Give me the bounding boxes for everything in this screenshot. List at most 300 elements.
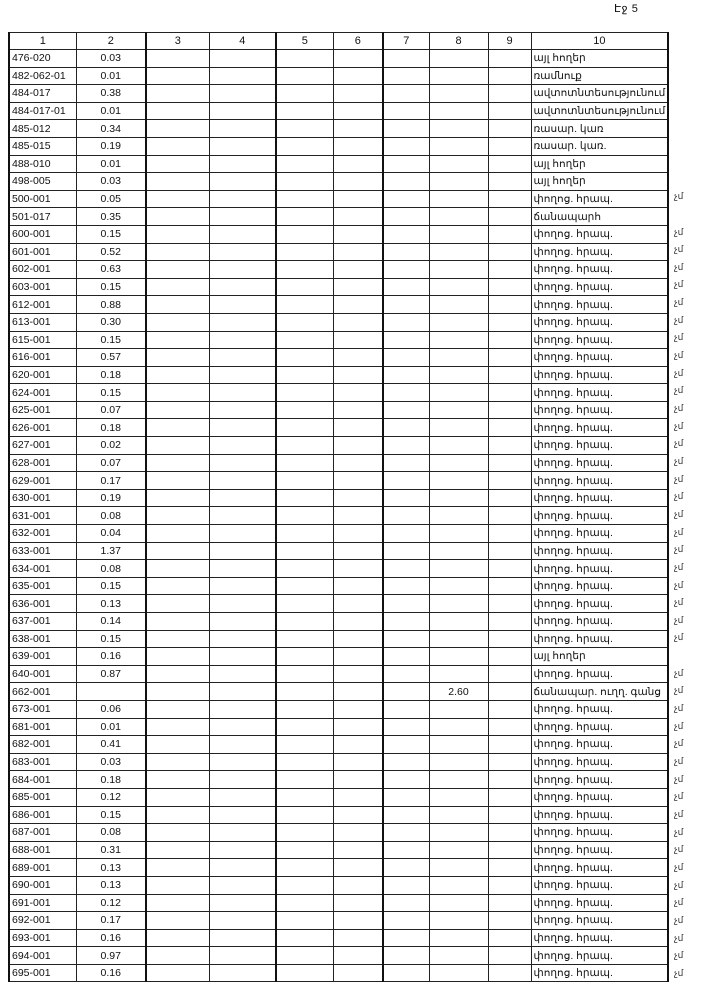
col7-cell	[383, 876, 429, 894]
area-cell: 0.02	[76, 437, 146, 455]
land-use-cell: ռասար. կառ.	[531, 137, 668, 155]
col9-cell	[488, 349, 531, 367]
col6-cell	[333, 296, 383, 314]
col3-cell	[146, 595, 209, 613]
area-cell: 0.12	[76, 894, 146, 912]
col5-cell	[276, 630, 333, 648]
col3-cell	[146, 102, 209, 120]
col4-cell	[209, 225, 276, 243]
col8-cell	[429, 120, 488, 138]
area-cell: 0.01	[76, 67, 146, 85]
col4-cell	[209, 876, 276, 894]
table-row	[9, 736, 668, 754]
col5-cell	[276, 366, 333, 384]
land-use-cell: փողոց. հրապ.	[531, 736, 668, 754]
col5-cell	[276, 155, 333, 173]
col3-cell	[146, 454, 209, 472]
land-use-cell: ճանապար. ուղղ. գանց	[531, 683, 668, 701]
table-row	[9, 296, 668, 314]
margin-mark: չմ	[674, 403, 684, 413]
col6-cell	[333, 560, 383, 578]
col4-cell	[209, 736, 276, 754]
col5-cell	[276, 665, 333, 683]
col3-cell	[146, 507, 209, 525]
col7-cell	[383, 859, 429, 877]
col6-cell	[333, 85, 383, 103]
land-use-cell: փողոց. հրապ.	[531, 718, 668, 736]
col4-cell	[209, 454, 276, 472]
land-use-cell: ավտոտնտեսությունում	[531, 102, 668, 120]
land-use-cell: փողոց. հրապ.	[531, 472, 668, 490]
col9-cell	[488, 155, 531, 173]
col3-cell	[146, 806, 209, 824]
col6-cell	[333, 243, 383, 261]
column-header: 8	[429, 33, 488, 50]
margin-mark: չմ	[674, 455, 684, 466]
col7-cell	[383, 912, 429, 930]
col6-cell	[333, 771, 383, 789]
area-cell: 0.07	[76, 401, 146, 419]
land-register-table	[8, 32, 669, 982]
land-use-cell: փողոց. հրապ.	[531, 947, 668, 965]
col4-cell	[209, 648, 276, 666]
land-use-cell: փողոց. հրապ.	[531, 824, 668, 842]
col8-cell	[429, 419, 488, 437]
col5-cell	[276, 85, 333, 103]
col8-cell	[429, 190, 488, 208]
col4-cell	[209, 419, 276, 437]
header-row	[9, 33, 668, 50]
col4-cell	[209, 120, 276, 138]
margin-mark: չմ	[674, 844, 684, 855]
col9-cell	[488, 85, 531, 103]
col9-cell	[488, 718, 531, 736]
col8-cell	[429, 173, 488, 191]
col8-cell	[429, 401, 488, 419]
col6-cell	[333, 929, 383, 947]
col4-cell	[209, 665, 276, 683]
area-cell: 0.18	[76, 419, 146, 437]
code-cell: 482-062-01	[9, 67, 76, 85]
col7-cell	[383, 771, 429, 789]
area-cell: 0.07	[76, 454, 146, 472]
code-cell: 684-001	[9, 771, 76, 789]
area-cell: 0.30	[76, 313, 146, 331]
col9-cell	[488, 208, 531, 226]
col4-cell	[209, 859, 276, 877]
table-row	[9, 331, 668, 349]
col8-cell	[429, 771, 488, 789]
col3-cell	[146, 384, 209, 402]
col9-cell	[488, 841, 531, 859]
col9-cell	[488, 630, 531, 648]
col3-cell	[146, 296, 209, 314]
col9-cell	[488, 67, 531, 85]
col9-cell	[488, 366, 531, 384]
col4-cell	[209, 525, 276, 543]
col3-cell	[146, 560, 209, 578]
col3-cell	[146, 155, 209, 173]
area-cell: 0.01	[76, 718, 146, 736]
code-cell: 673-001	[9, 700, 76, 718]
col9-cell	[488, 964, 531, 982]
land-use-cell: փողոց. հրապ.	[531, 542, 668, 560]
col5-cell	[276, 384, 333, 402]
table-row	[9, 50, 668, 68]
col3-cell	[146, 137, 209, 155]
area-cell: 0.05	[76, 190, 146, 208]
col4-cell	[209, 437, 276, 455]
col9-cell	[488, 243, 531, 261]
code-cell: 602-001	[9, 261, 76, 279]
col5-cell	[276, 824, 333, 842]
col5-cell	[276, 67, 333, 85]
col7-cell	[383, 964, 429, 982]
col6-cell	[333, 665, 383, 683]
col6-cell	[333, 753, 383, 771]
table-row	[9, 577, 668, 595]
land-use-cell: փողոց. հրապ.	[531, 261, 668, 279]
col8-cell	[429, 454, 488, 472]
col3-cell	[146, 313, 209, 331]
margin-mark: չմ	[674, 279, 684, 290]
land-use-cell: փողոց. հրապ.	[531, 964, 668, 982]
col9-cell	[488, 736, 531, 754]
col7-cell	[383, 472, 429, 490]
col9-cell	[488, 525, 531, 543]
col3-cell	[146, 683, 209, 701]
code-cell: 681-001	[9, 718, 76, 736]
code-cell: 498-005	[9, 173, 76, 191]
col5-cell	[276, 454, 333, 472]
col8-cell	[429, 102, 488, 120]
col7-cell	[383, 278, 429, 296]
col9-cell	[488, 50, 531, 68]
table-row	[9, 85, 668, 103]
col4-cell	[209, 560, 276, 578]
area-cell: 0.15	[76, 278, 146, 296]
code-cell: 624-001	[9, 384, 76, 402]
col9-cell	[488, 912, 531, 930]
col8-cell	[429, 331, 488, 349]
col3-cell	[146, 331, 209, 349]
col5-cell	[276, 296, 333, 314]
col7-cell	[383, 50, 429, 68]
land-use-cell: փողոց. հրապ.	[531, 366, 668, 384]
table-row	[9, 137, 668, 155]
col6-cell	[333, 190, 383, 208]
table-row	[9, 208, 668, 226]
col3-cell	[146, 85, 209, 103]
col5-cell	[276, 437, 333, 455]
col9-cell	[488, 331, 531, 349]
land-use-cell: փողոց. հրապ.	[531, 630, 668, 648]
margin-mark: չմ	[674, 385, 684, 396]
code-cell: 636-001	[9, 595, 76, 613]
col4-cell	[209, 753, 276, 771]
area-cell: 0.35	[76, 208, 146, 226]
margin-mark: չմ	[674, 614, 684, 625]
col4-cell	[209, 384, 276, 402]
col8-cell	[429, 313, 488, 331]
col8-cell	[429, 613, 488, 631]
code-cell: 500-001	[9, 190, 76, 208]
col3-cell	[146, 401, 209, 419]
col3-cell	[146, 788, 209, 806]
col5-cell	[276, 736, 333, 754]
margin-mark: չմ	[674, 314, 684, 325]
col3-cell	[146, 613, 209, 631]
code-cell: 695-001	[9, 964, 76, 982]
col3-cell	[146, 841, 209, 859]
code-cell: 686-001	[9, 806, 76, 824]
area-cell: 0.57	[76, 349, 146, 367]
col3-cell	[146, 243, 209, 261]
col9-cell	[488, 824, 531, 842]
col5-cell	[276, 753, 333, 771]
col9-cell	[488, 648, 531, 666]
col8-cell	[429, 947, 488, 965]
col6-cell	[333, 507, 383, 525]
col4-cell	[209, 296, 276, 314]
col3-cell	[146, 859, 209, 877]
land-use-cell: փողոց. հրապ.	[531, 437, 668, 455]
table-row	[9, 613, 668, 631]
code-cell: 693-001	[9, 929, 76, 947]
margin-mark: չմ	[674, 967, 684, 978]
col9-cell	[488, 437, 531, 455]
code-cell: 476-020	[9, 50, 76, 68]
land-use-cell: փողոց. հրապ.	[531, 190, 668, 208]
table-row	[9, 876, 668, 894]
col7-cell	[383, 595, 429, 613]
col9-cell	[488, 120, 531, 138]
land-use-cell: ճանապարհ	[531, 208, 668, 226]
code-cell: 691-001	[9, 894, 76, 912]
col7-cell	[383, 613, 429, 631]
col4-cell	[209, 683, 276, 701]
col3-cell	[146, 278, 209, 296]
col8-cell	[429, 806, 488, 824]
table-row	[9, 700, 668, 718]
col8-cell	[429, 824, 488, 842]
land-use-cell: այլ հողեր	[531, 155, 668, 173]
land-use-cell: փողոց. հրապ.	[531, 894, 668, 912]
col9-cell	[488, 261, 531, 279]
table-row	[9, 261, 668, 279]
col8-cell	[429, 507, 488, 525]
col5-cell	[276, 401, 333, 419]
area-cell: 0.88	[76, 296, 146, 314]
code-cell: 625-001	[9, 401, 76, 419]
col3-cell	[146, 472, 209, 490]
col7-cell	[383, 929, 429, 947]
col3-cell	[146, 542, 209, 560]
area-cell: 0.34	[76, 120, 146, 138]
table-row	[9, 67, 668, 85]
margin-mark: չմ	[674, 420, 684, 431]
code-cell: 638-001	[9, 630, 76, 648]
table-row	[9, 401, 668, 419]
margin-mark: չմ	[674, 808, 684, 819]
col7-cell	[383, 700, 429, 718]
code-cell: 634-001	[9, 560, 76, 578]
area-cell: 0.18	[76, 771, 146, 789]
col8-cell	[429, 929, 488, 947]
col4-cell	[209, 489, 276, 507]
col6-cell	[333, 102, 383, 120]
col4-cell	[209, 912, 276, 930]
col4-cell	[209, 366, 276, 384]
col5-cell	[276, 542, 333, 560]
col6-cell	[333, 912, 383, 930]
col4-cell	[209, 577, 276, 595]
col5-cell	[276, 718, 333, 736]
land-use-cell: փողոց. հրապ.	[531, 841, 668, 859]
land-use-cell: փողոց. հրապ.	[531, 912, 668, 930]
col5-cell	[276, 788, 333, 806]
col3-cell	[146, 120, 209, 138]
land-use-cell: փողոց. հրապ.	[531, 929, 668, 947]
code-cell: 685-001	[9, 788, 76, 806]
col7-cell	[383, 630, 429, 648]
col3-cell	[146, 648, 209, 666]
col6-cell	[333, 137, 383, 155]
margin-mark: չմ	[674, 297, 684, 308]
col4-cell	[209, 173, 276, 191]
col5-cell	[276, 700, 333, 718]
code-cell: 635-001	[9, 577, 76, 595]
margin-mark: չմ	[674, 491, 684, 502]
col5-cell	[276, 120, 333, 138]
col5-cell	[276, 648, 333, 666]
area-cell: 0.18	[76, 366, 146, 384]
col5-cell	[276, 912, 333, 930]
area-cell: 0.38	[76, 85, 146, 103]
col5-cell	[276, 313, 333, 331]
land-use-cell: փողոց. հրապ.	[531, 278, 668, 296]
margin-mark: չմ	[674, 932, 684, 943]
col4-cell	[209, 824, 276, 842]
area-cell: 0.01	[76, 155, 146, 173]
col9-cell	[488, 507, 531, 525]
area-cell: 0.19	[76, 489, 146, 507]
code-cell: 694-001	[9, 947, 76, 965]
col8-cell	[429, 349, 488, 367]
col4-cell	[209, 85, 276, 103]
margin-mark: չմ	[674, 561, 684, 572]
area-cell: 0.31	[76, 841, 146, 859]
col3-cell	[146, 437, 209, 455]
table-row	[9, 525, 668, 543]
col4-cell	[209, 700, 276, 718]
col4-cell	[209, 718, 276, 736]
col3-cell	[146, 753, 209, 771]
area-cell: 0.16	[76, 648, 146, 666]
col5-cell	[276, 489, 333, 507]
column-header: 1	[9, 33, 76, 50]
code-cell: 484-017	[9, 85, 76, 103]
area-cell: 0.04	[76, 525, 146, 543]
col9-cell	[488, 613, 531, 631]
code-cell: 485-012	[9, 120, 76, 138]
land-use-cell: փողոց. հրապ.	[531, 454, 668, 472]
col7-cell	[383, 525, 429, 543]
land-use-cell: փողոց. հրապ.	[531, 595, 668, 613]
area-cell: 0.19	[76, 137, 146, 155]
area-cell: 0.15	[76, 806, 146, 824]
col9-cell	[488, 419, 531, 437]
col3-cell	[146, 525, 209, 543]
col6-cell	[333, 806, 383, 824]
col7-cell	[383, 718, 429, 736]
col7-cell	[383, 349, 429, 367]
col8-cell	[429, 67, 488, 85]
col8-cell	[429, 560, 488, 578]
code-cell: 612-001	[9, 296, 76, 314]
area-cell: 0.06	[76, 700, 146, 718]
col3-cell	[146, 700, 209, 718]
col9-cell	[488, 384, 531, 402]
land-use-cell: փողոց. հրապ.	[531, 525, 668, 543]
col5-cell	[276, 50, 333, 68]
col8-cell	[429, 85, 488, 103]
land-use-cell: այլ հողեր	[531, 648, 668, 666]
col7-cell	[383, 489, 429, 507]
col9-cell	[488, 577, 531, 595]
area-cell: 0.63	[76, 261, 146, 279]
code-cell: 615-001	[9, 331, 76, 349]
column-header: 10	[531, 33, 668, 50]
col6-cell	[333, 67, 383, 85]
table-row	[9, 384, 668, 402]
table-row	[9, 912, 668, 930]
col4-cell	[209, 472, 276, 490]
col6-cell	[333, 683, 383, 701]
column-header: 6	[333, 33, 383, 50]
column-header: 5	[276, 33, 333, 50]
col7-cell	[383, 331, 429, 349]
col3-cell	[146, 208, 209, 226]
land-use-cell: այլ հողեր	[531, 50, 668, 68]
table-row	[9, 841, 668, 859]
col3-cell	[146, 489, 209, 507]
margin-mark: չմ	[674, 526, 684, 537]
margin-mark: չմ	[674, 261, 684, 272]
code-cell: 620-001	[9, 366, 76, 384]
col8-cell	[429, 155, 488, 173]
col5-cell	[276, 102, 333, 120]
col6-cell	[333, 120, 383, 138]
col7-cell	[383, 137, 429, 155]
table-row	[9, 349, 668, 367]
land-use-cell: փողոց. հրապ.	[531, 296, 668, 314]
col7-cell	[383, 454, 429, 472]
col6-cell	[333, 736, 383, 754]
land-use-cell: փողոց. հրապ.	[531, 806, 668, 824]
col9-cell	[488, 102, 531, 120]
margin-mark: չմ	[674, 244, 684, 255]
col6-cell	[333, 225, 383, 243]
area-cell: 0.97	[76, 947, 146, 965]
col4-cell	[209, 102, 276, 120]
code-cell: 613-001	[9, 313, 76, 331]
land-use-cell: փողոց. հրապ.	[531, 313, 668, 331]
col8-cell	[429, 208, 488, 226]
col4-cell	[209, 964, 276, 982]
col7-cell	[383, 261, 429, 279]
margin-mark: չմ	[674, 332, 684, 343]
